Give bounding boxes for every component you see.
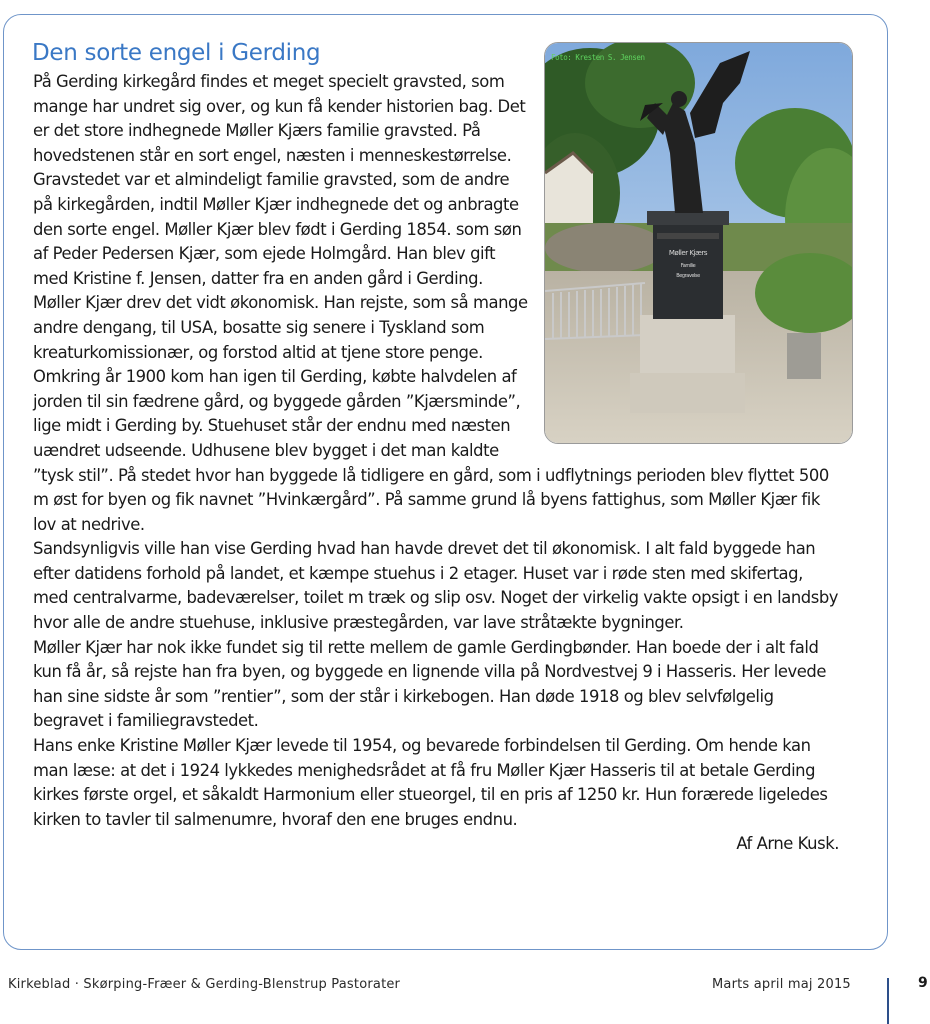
page-number: 9 [918,975,928,991]
angel-statue-image [545,43,853,444]
article-body [33,53,841,857]
footer-divider [887,978,889,1024]
paragraph: Sandsynligvis ville han vise Gerding hvad han havde drevet det til økonomisk. I alt fald byggede han efter datidens forhold på landet, et kæmpe stuehus i 2 etager. Huset var i røde sten med skifertag, med centralvarme, badeværelser, toilet m træk og slip osv. Noget der virkelig vakte opsigt i en landsby hvor alle de andre stuehuse, inklusive præstegården, var lave stråtækte bygninger. [33,539,839,633]
plaque-line: Begravelse [676,273,700,279]
paragraph: Møller Kjær har nok ikke fundet sig til rette mellem de gamle Gerdingbønder. Han boede der i alt fald kun få år, så rejste han fra byen, og byggede en lignende villa på Nordvestvej 9 i Hasseris. Her levede han sine sidste år som ”rentier”, som der står i kirkebogen. Han døde 1918 og blev selvfølgelig begravet i familiegravstedet. [33,637,826,731]
photo-credit: Foto: Kresten S. Jensen [551,53,645,62]
article-title: Den sorte engel i Gerding [32,40,321,66]
paragraph: Møller Kjær drev det vidt økonomisk. Han rejste, som så mange andre dengang, til USA, bosatte sig senere i Tyskland som kreaturkomissionær, og forstod altid at tjene store penge. [33,293,528,362]
footer-issue-date: Marts april maj 2015 [712,977,851,992]
angel-grave-photo [544,42,853,444]
paragraph: Hans enke Kristine Møller Kjær levede til 1954, og bevarede forbindelsen til Gerding. Om hende kan man læse: at det i 1924 lykkedes menighedsrådet at få fru Møller Kjær Hasseris til at betale Gerding kirkes første orgel, et såkaldt Harmonium eller stueorgel, til en pris af 1250 kr. Hun forærede ligeledes kirken to tavler til salmenumre, hvoraf den ene bruges endnu. [33,736,828,829]
paragraph: På Gerding kirkegård findes et meget specielt gravsted, som mange har undret sig over, og kun få kender historien bag. Det er det store indhegnede Møller Kjærs familie gravsted. På hovedstenen står en sort engel, næsten i menneskestørrelse. Gravstedet var et almindeligt familie gravsted, som de andre på kirkegården, indtil Møller Kjær indhegnede det og anbragte den sorte engel. Møller Kjær blev født i Gerding 1854. som søn af Peder Pedersen Kjær, som ejede Holmgård. Han blev gift med Kristine f. Jensen, datter fra en anden gård i Gerding. [33,72,526,288]
paragraph: Omkring år 1900 kom han igen til Gerding, købte halvdelen af jorden til sin fædrene gård, og byggede gården ”Kjærsminde”, lige midt i Gerding by. Stuehuset står der endnu med næsten uændret udseende. Udhusene blev bygget i det man kaldte ”tysk stil”. På stedet hvor han byggede lå tidligere en gård, som i udflytnings perioden blev flyttet 500 m øst for byen og fik navnet ”Hvinkærgård”. På samme grund lå byens fattighus, som Møller Kjær fik lov at nedrive. [33,367,829,534]
plaque-line: Familie [680,263,696,269]
author-signature: Af Arne Kusk. [736,834,839,854]
plaque-line: Møller Kjærs [668,249,708,257]
footer-publication: Kirkeblad · Skørping-Fræer & Gerding-Blenstrup Pastorater [8,977,401,992]
